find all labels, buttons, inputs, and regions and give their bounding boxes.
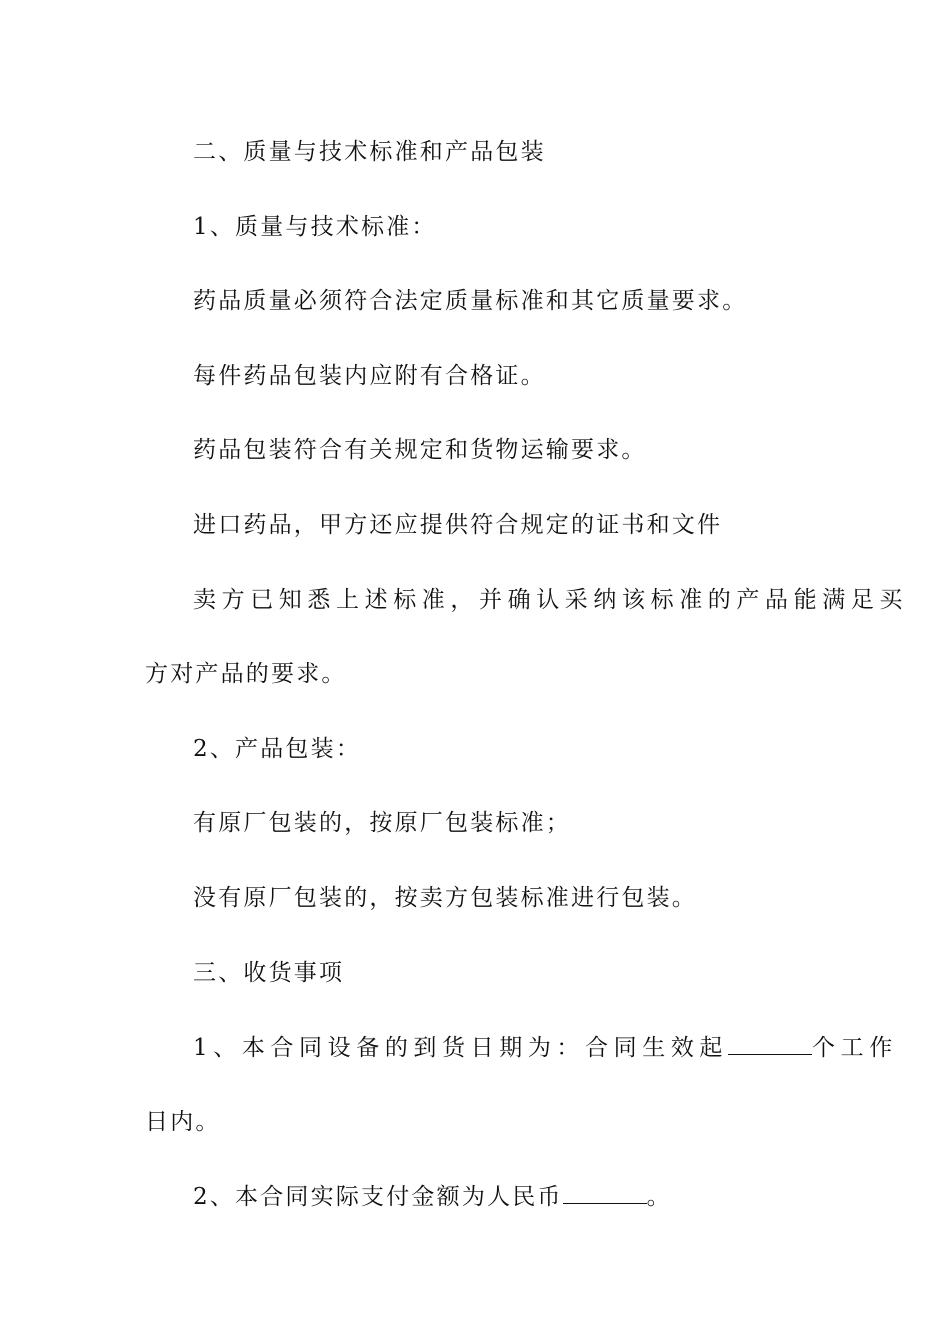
paragraph-packaging-rules: 药品包装符合有关规定和货物运输要求。: [193, 437, 647, 463]
paragraph-payment-amount: [193, 1182, 672, 1212]
payment-amount-blank: [563, 1183, 647, 1204]
paragraph-delivery-date-continued: 日内。: [145, 1109, 221, 1135]
paragraph-seller-acknowledgement-continued: 方对产品的要求。: [145, 661, 347, 687]
paragraph-certificate: 每件药品包装内应附有合格证。: [193, 363, 546, 389]
payment-amount-text: 2、本合同实际支付金额为人民币: [193, 1184, 563, 1210]
delivery-date-suffix: 个工作: [812, 1035, 898, 1061]
delivery-date-text: 1、本合同设备的到货日期为：合同生效起: [193, 1035, 729, 1061]
subheading-quality-standard: 1、质量与技术标准：: [193, 214, 437, 240]
paragraph-original-packaging: 有原厂包装的，按原厂包装标准；: [193, 810, 571, 836]
delivery-days-blank: [728, 1034, 812, 1055]
paragraph-seller-packaging: 没有原厂包装的，按卖方包装标准进行包装。: [193, 885, 697, 911]
paragraph-delivery-date: [193, 1033, 898, 1063]
subheading-product-packaging: 2、产品包装：: [193, 736, 362, 762]
payment-amount-suffix: 。: [646, 1184, 672, 1210]
section-heading-quality: 二、质量与技术标准和产品包装: [193, 139, 546, 165]
section-heading-receiving: 三、收货事项: [193, 960, 345, 986]
paragraph-quality-requirement: 药品质量必须符合法定质量标准和其它质量要求。: [193, 288, 748, 314]
paragraph-imported-drugs: 进口药品，甲方还应提供符合规定的证书和文件: [193, 512, 723, 538]
paragraph-seller-acknowledgement: 卖方已知悉上述标准，并确认采纳该标准的产品能满足买: [193, 587, 908, 613]
